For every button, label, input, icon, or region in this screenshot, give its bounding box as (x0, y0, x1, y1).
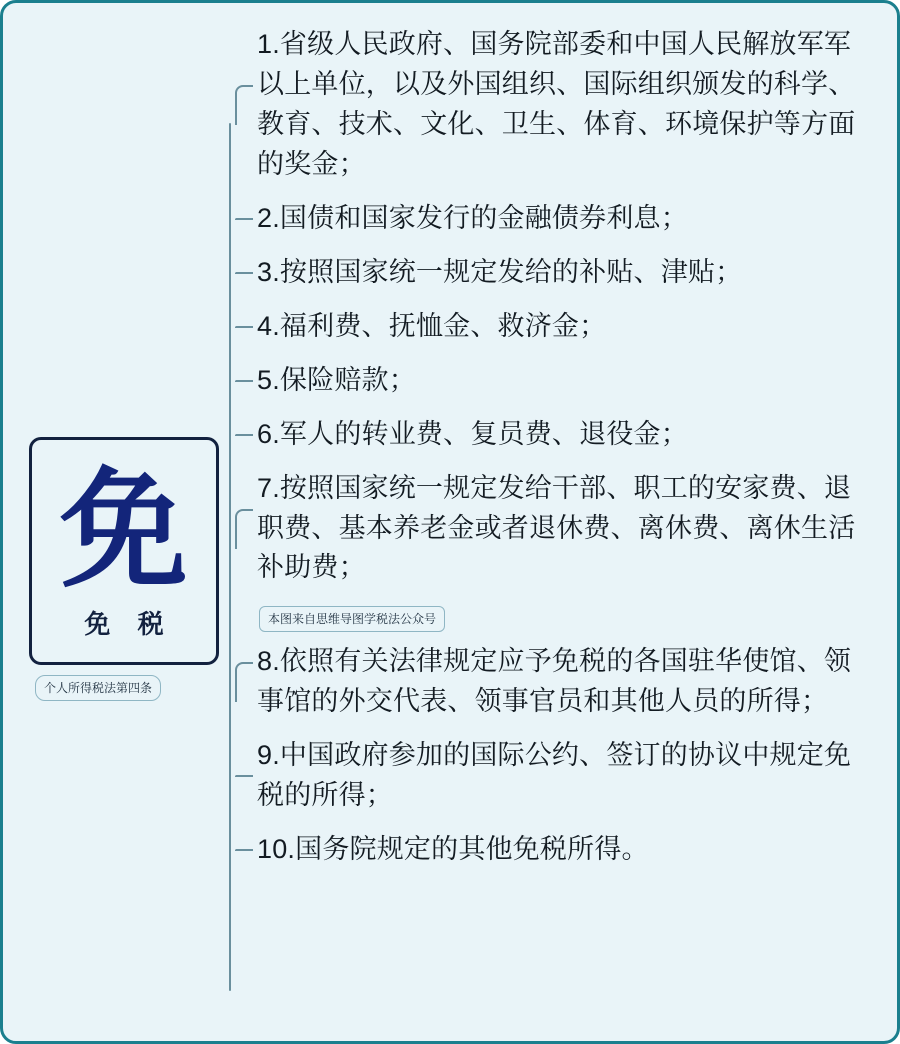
branch-text: 8.依照有关法律规定应予免税的各国驻华使馆、领事馆的外交代表、领事官员和其他人员的所得； (257, 646, 852, 717)
branch-item[interactable] (235, 361, 875, 401)
root-caption: 个人所得税法第四条 (35, 675, 161, 701)
connector-elbow-icon (235, 775, 253, 777)
root-node-group (29, 437, 219, 701)
branch-item[interactable] (235, 25, 875, 185)
connector-elbow-icon (235, 85, 253, 125)
branch-text: 1.省级人民政府、国务院部委和中国人民解放军军以上单位，以及外国组织、国际组织颁发的科学、教育、技术、文化、卫生、体育、环境保护等方面的奖金； (257, 29, 856, 179)
trunk-connector (229, 123, 231, 991)
branch-item[interactable] (235, 199, 875, 239)
connector-elbow-icon (235, 662, 253, 702)
branch-item[interactable] (235, 736, 875, 816)
branch-item[interactable] (235, 307, 875, 347)
connector-elbow-icon (235, 434, 253, 436)
root-glyph: 免 (59, 454, 188, 605)
branch-item[interactable] (235, 415, 875, 455)
connector-elbow-icon (235, 509, 253, 549)
branch-text: 3.按照国家统一规定发给的补贴、津贴； (257, 256, 743, 287)
root-node[interactable] (29, 437, 219, 665)
connector-elbow-icon (235, 218, 253, 220)
branch-list (235, 25, 875, 884)
connector-elbow-icon (235, 380, 253, 382)
source-note: 本图来自思维导图学税法公众号 (259, 606, 445, 632)
branch-text: 4.福利费、抚恤金、救济金； (257, 310, 607, 341)
root-label: 免 税 (84, 608, 174, 639)
branch-item[interactable] (235, 642, 875, 722)
connector-elbow-icon (235, 272, 253, 274)
branch-text: 5.保险赔款； (257, 364, 416, 395)
connector-elbow-icon (235, 326, 253, 328)
connector-elbow-icon (235, 849, 253, 851)
branch-text: 7.按照国家统一规定发给干部、职工的安家费、退职费、基本养老金或者退休费、离休费、离休生活补助费； (257, 472, 856, 583)
branch-text: 9.中国政府参加的国际公约、签订的协议中规定免税的所得； (257, 740, 852, 811)
branch-text: 2.国债和国家发行的金融债券利息； (257, 202, 688, 233)
branch-item[interactable] (235, 253, 875, 293)
branch-item[interactable] (235, 830, 875, 870)
branch-text: 6.军人的转业费、复员费、退役金； (257, 418, 688, 449)
branch-text: 10.国务院规定的其他免税所得。 (257, 834, 649, 865)
branch-item[interactable] (235, 469, 875, 589)
